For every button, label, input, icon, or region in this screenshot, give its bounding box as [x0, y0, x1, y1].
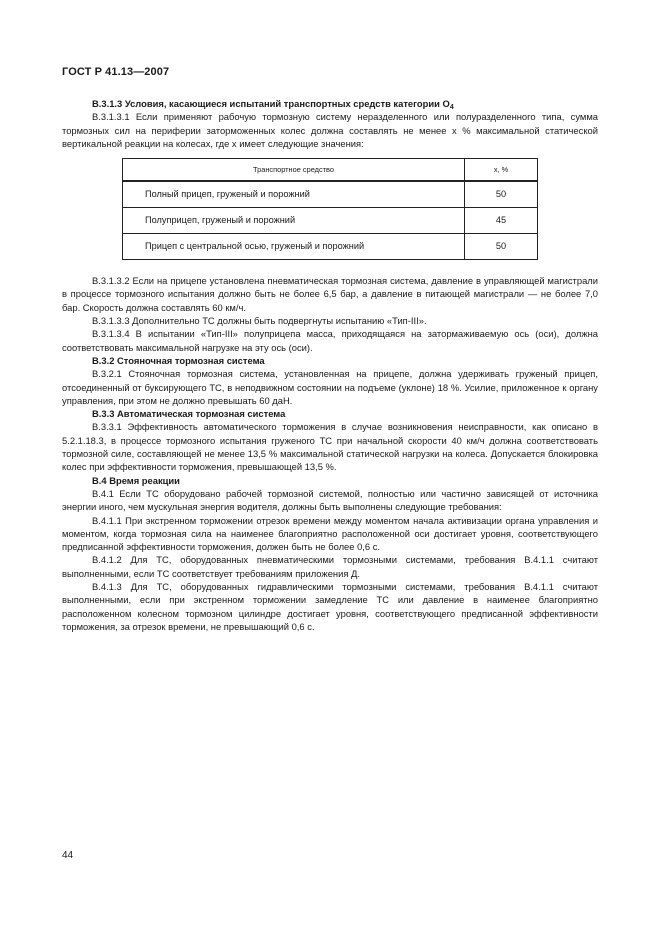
paragraph-b321: В.3.2.1 Стояночная тормозная система, установленная на прицепе, должна удерживать груженый прицеп, отсоединенный от буксирующего ТС, в неподвижном состоянии на подъеме (уклоне) 18 %. Усилие, приложенное к органу управления, при этом не должно превышать 60 даН.: [62, 368, 598, 406]
paragraph-b3132: В.3.1.3.2 Если на прицепе установлена пневматическая тормозная система, давление в управляющей магистрали в процессе тормозного испытания должно быть не более 6,5 бар, а давление в питающей магистрали — не более 7,0 бар. Скорость должна составлять 60 км/ч.: [62, 275, 598, 313]
vehicle-cell: Полуприцеп, груженый и порожний: [123, 208, 465, 234]
value-cell: 50: [465, 234, 538, 260]
paragraph-b3131: В.3.1.3.1 Если применяют рабочую тормозную систему неразделенного или полуразделенного типа, сумма тормозных сил на периферии заторможенных колес должна составлять не менее x % максимальной статической вертикальной реакции на колесах, где x имеет следующие значения:: [62, 111, 598, 149]
table-row: [123, 234, 538, 260]
column-header-x: x, %: [465, 159, 538, 182]
section-heading-b4: В.4 Время реакции: [92, 474, 180, 486]
table-header-row: [123, 159, 538, 182]
heading-text: В.3.1.3 Условия, касающиеся испытаний транспортных средств категории O: [92, 98, 450, 109]
paragraph-b413: В.4.1.3 Для ТС, оборудованных гидравлическими тормозными системами, требования В.4.1.1 считают выполненными, если при экстренном торможении замедление ТС или давление в наименее благоприятно расположенном колесном тормозном цилиндре достигает уровня, соответствующего предписанной эффективности торможения, за отрезок времени, не превышающий 0,6 с.: [62, 581, 598, 632]
vehicle-cell: Полный прицеп, груженый и порожний: [123, 181, 465, 208]
paragraph-b412: В.4.1.2 Для ТС, оборудованных пневматическими тормозными системами, требования В.4.1.1 считают выполненными, если ТС соответствует требованиям приложения Д.: [62, 554, 598, 579]
section-heading-b313: [62, 97, 598, 110]
section-heading-b33: В.3.3 Автоматическая тормозная система: [92, 408, 286, 420]
paragraph-b411: В.4.1.1 При экстренном торможении отрезок времени между моментом начала активизации органа управления и моментом, когда тормозная сила на наименее благоприятно расположенной оси достигает уровня, соответствующего предписанной эффективности торможения, должен быть не более 0,6 с.: [62, 514, 598, 553]
paragraph-b3133: В.3.1.3.3 Дополнительно ТС должны быть подвергнуты испытанию «Тип-III».: [92, 315, 427, 327]
document-body: [62, 97, 598, 633]
section-heading-b32: В.3.2 Стояночная тормозная система: [92, 354, 265, 366]
braking-force-table: [122, 158, 538, 260]
paragraph-b331: В.3.3.1 Эффективность автоматического торможения в случае возникновения неисправности, как описано в 5.2.1.18.3, в процессе тормозного испытания груженого ТС при начальной скорости 40 км/ч должна соответствовать тормозной силе, составляющей не менее 13,5 % максимальной статической нагрузки на колеса. Допускается блокировка колес при эффективности торможения, превышающей 13,5 %.: [62, 421, 598, 473]
page-number: 44: [62, 850, 74, 861]
table-row: [123, 208, 538, 234]
heading-subscript: 4: [449, 104, 454, 111]
value-cell: 50: [465, 181, 538, 208]
table-row: [123, 181, 538, 208]
document-header: ГОСТ Р 41.13—2007: [62, 66, 170, 78]
paragraph-b41: В.4.1 Если ТС оборудовано рабочей тормозной системой, полностью или частично зависящей от источника энергии иного, чем мускульная энергия водителя, должны быть выполнены следующие требования:: [62, 487, 598, 513]
column-header-vehicle: Транспортное средство: [123, 159, 465, 182]
value-cell: 45: [465, 208, 538, 234]
vehicle-cell: Прицеп с центральной осью, груженый и порожний: [123, 234, 465, 260]
paragraph-b3134: В.3.1.3.4 В испытании «Тип-III» полуприцепа масса, приходящаяся на затормаживаемую ось (оси), должна соответствовать максимальной нагрузке на эту ось (оси).: [62, 328, 598, 353]
